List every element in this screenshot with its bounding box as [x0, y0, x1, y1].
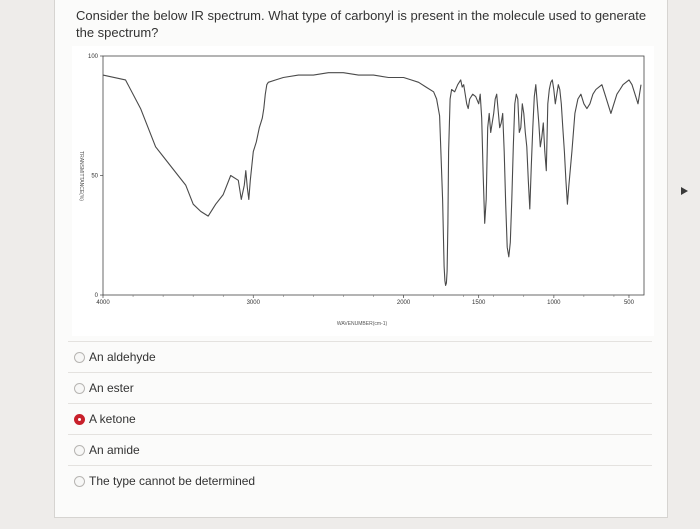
answer-option-label: An amide: [89, 443, 140, 457]
radio-selected-icon[interactable]: [74, 414, 85, 425]
spectrum-trace: [103, 73, 641, 286]
x-tick-label: 2000: [396, 300, 411, 306]
ir-spectrum-chart: [72, 46, 654, 336]
cursor-arrow-icon: [681, 187, 688, 195]
y-tick-label: 100: [87, 54, 98, 60]
question-text: Consider the below IR spectrum. What type of carbonyl is present in the molecule used to generate the spectrum?: [76, 8, 647, 40]
x-tick-label: 500: [623, 300, 634, 306]
answer-option[interactable]: [68, 434, 652, 466]
spectrum-svg: [72, 46, 654, 336]
plot-frame: [103, 56, 644, 295]
answer-option[interactable]: [68, 465, 652, 497]
answer-option-label: A ketone: [89, 412, 136, 426]
radio-icon[interactable]: [74, 352, 85, 363]
y-axis-label: TRANSMITTANCE(%): [78, 151, 84, 201]
radio-icon[interactable]: [74, 445, 85, 456]
x-tick-label: 1500: [472, 300, 486, 306]
answer-option-label: An ester: [89, 381, 134, 395]
radio-icon[interactable]: [74, 476, 85, 487]
answer-option[interactable]: [68, 403, 652, 435]
x-tick-label: 1000: [547, 300, 561, 306]
x-axis-label: WAVENUMBER(cm-1): [336, 321, 388, 327]
answer-option-label: An aldehyde: [89, 350, 156, 364]
x-tick-label: 3000: [246, 300, 260, 306]
answer-option[interactable]: [68, 341, 652, 373]
answer-option-label: The type cannot be determined: [89, 474, 256, 488]
x-tick-label: 4000: [96, 300, 110, 306]
radio-icon[interactable]: [74, 383, 85, 394]
y-tick-label: 0: [94, 293, 98, 299]
y-tick-label: 50: [91, 173, 98, 180]
answer-option[interactable]: [68, 372, 652, 404]
